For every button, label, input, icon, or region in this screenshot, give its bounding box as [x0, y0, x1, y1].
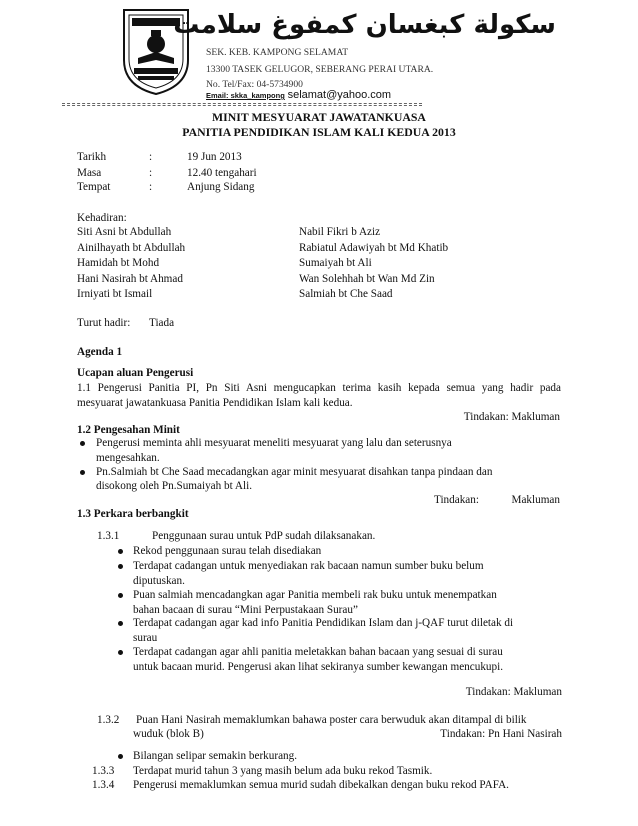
- item-1-3-4-text: Pengerusi memaklumkan semua murid sudah dibekalkan dengan buku rekod PAFA.: [133, 779, 509, 791]
- attendee-right-2: Rabiatul Adawiyah bt Md Khatib: [299, 242, 449, 254]
- attendee-right-1: Nabil Fikri b Aziz: [299, 226, 381, 238]
- attendee-left-1: Siti Asni bt Abdullah: [77, 226, 172, 238]
- s12-bullet1-line1: Pengerusi meminta ahli mesyuarat meneliti mesyuarat yang lalu dan seterusnya: [96, 437, 452, 449]
- meta-colon: :: [149, 151, 153, 163]
- s131-bullet4-line1: Terdapat cadangan agar kad info Panitia Pendidikan Islam dan j-QAF turut diletak di: [133, 617, 514, 629]
- s131-bullet5-line1: Terdapat cadangan agar ahli panitia meletakkan bahan bacaan yang sesuai di surau: [133, 646, 503, 658]
- meta-colon: :: [149, 167, 153, 179]
- s131-bullet5-line2: untuk bacaan murid. Pengerusi akan lihat sekiranya sumber kewangan mencukupi.: [133, 661, 504, 673]
- ucapan-line2: mesyuarat jawatankuasa Panitia Pendidikan Islam kali kedua.: [77, 397, 353, 409]
- email-label: Email: skka_kampong: [206, 91, 285, 100]
- tindakan-2-value: Makluman: [511, 494, 560, 506]
- school-email: [206, 89, 391, 101]
- ucapan-title: Ucapan aluan Pengerusi: [77, 367, 194, 379]
- school-address: 13300 TASEK GELUGOR, SEBERANG PERAI UTARA.: [206, 64, 434, 75]
- letterhead-divider: [62, 103, 422, 104]
- meta-value: 19 Jun 2013: [187, 151, 242, 163]
- bullet: [118, 549, 123, 554]
- document-title-line1: MINIT MESYUARAT JAWATANKUASA: [212, 110, 426, 124]
- tindakan-1: Tindakan: Makluman: [463, 411, 560, 423]
- s131-bullet1: Rekod penggunaan surau telah disediakan: [133, 545, 322, 557]
- email-rest: selamat@yahoo.com: [287, 89, 392, 101]
- bullet: [118, 593, 123, 598]
- tindakan-4: Tindakan: Pn Hani Nasirah: [440, 728, 562, 740]
- s131-bullet2-line1: Terdapat cadangan untuk menyediakan rak bacaan namun sumber buku belum: [133, 560, 484, 572]
- meta-label: Tarikh: [77, 151, 107, 163]
- bullet: [118, 564, 123, 569]
- item-1-3-2-line2: wuduk (blok B): [133, 728, 204, 740]
- section-1-2-title: 1.2 Pengesahan Minit: [77, 424, 180, 436]
- s132-bullet: Bilangan selipar semakin berkurang.: [133, 750, 298, 762]
- s131-bullet3-line1: Puan salmiah mencadangkan agar Panitia membeli rak buku untuk menempatkan: [133, 589, 497, 601]
- item-1-3-1-text: Penggunaan surau untuk PdP sudah dilaksanakan.: [152, 530, 376, 542]
- meta-value: Anjung Sidang: [187, 181, 255, 193]
- attendee-left-5: Irniyati bt Ismail: [77, 288, 153, 300]
- s131-bullet4-line2: surau: [133, 632, 158, 644]
- school-name: SEK. KEB. KAMPONG SELAMAT: [206, 47, 349, 58]
- attendee-left-2: Ainilhayath bt Abdullah: [77, 242, 186, 254]
- item-1-3-2-number: 1.3.2: [97, 714, 120, 726]
- s12-bullet2-line1: Pn.Salmiah bt Che Saad mecadangkan agar minit mesyuarat disahkan tanpa pindaan dan: [96, 466, 493, 478]
- agenda-title: Agenda 1: [77, 346, 123, 358]
- s131-bullet3-line2: bahan bacaan di surau “Mini Perpustakaan Surau”: [133, 604, 358, 616]
- meta-label: Tempat: [77, 181, 111, 193]
- s131-bullet2-line2: diputuskan.: [133, 575, 185, 587]
- item-1-3-3-text: Terdapat murid tahun 3 yang masih belum ada buku rekod Tasmik.: [133, 765, 433, 777]
- attendee-left-3: Hamidah bt Mohd: [77, 257, 160, 269]
- document-title-line2: PANITIA PENDIDIKAN ISLAM KALI KEDUA 2013: [182, 125, 456, 139]
- s12-bullet2-line2: disokong oleh Pn.Sumaiyah bt Ali.: [96, 480, 253, 492]
- item-1-3-4-number: 1.3.4: [92, 779, 115, 791]
- attendee-right-4: Wan Solehhah bt Wan Md Zin: [299, 273, 435, 285]
- school-phone: No. Tel/Fax: 04-5734900: [206, 79, 303, 90]
- item-1-3-1-number: 1.3.1: [97, 530, 120, 542]
- attendance-heading: Kehadiran:: [77, 212, 127, 224]
- item-1-3-3-number: 1.3.3: [92, 765, 115, 777]
- item-1-3-2-line1: Puan Hani Nasirah memaklumkan bahawa poster cara berwuduk akan ditampal di bilik: [136, 714, 527, 726]
- bullet: [118, 754, 123, 759]
- letterhead-divider-2: [62, 105, 422, 106]
- bullet: [118, 650, 123, 655]
- bullet: [80, 470, 85, 475]
- turut-hadir-value: Tiada: [149, 317, 175, 329]
- s12-bullet1-line2: mengesahkan.: [96, 452, 160, 464]
- attendee-right-5: Salmiah bt Che Saad: [299, 288, 393, 300]
- bullet: [118, 621, 123, 626]
- meta-value: 12.40 tengahari: [187, 167, 257, 179]
- tindakan-3: Tindakan: Makluman: [465, 686, 562, 698]
- meta-colon: :: [149, 181, 153, 193]
- attendee-left-4: Hani Nasirah bt Ahmad: [77, 273, 183, 285]
- ucapan-line1: 1.1 Pengerusi Panitia PI, Pn Siti Asni mengucapkan terima kasih kepada semua yang hadir pada: [77, 382, 561, 394]
- bullet: [80, 441, 85, 446]
- section-1-3-title: 1.3 Perkara berbangkit: [77, 508, 189, 520]
- meta-label: Masa: [77, 167, 102, 179]
- turut-hadir-label: Turut hadir:: [77, 317, 131, 329]
- tindakan-2-label: Tindakan:: [434, 494, 479, 506]
- attendee-right-3: Sumaiyah bt Ali: [299, 257, 372, 269]
- school-name-arabic: سكولة كبغسان كمفوغ سلامت: [173, 10, 556, 40]
